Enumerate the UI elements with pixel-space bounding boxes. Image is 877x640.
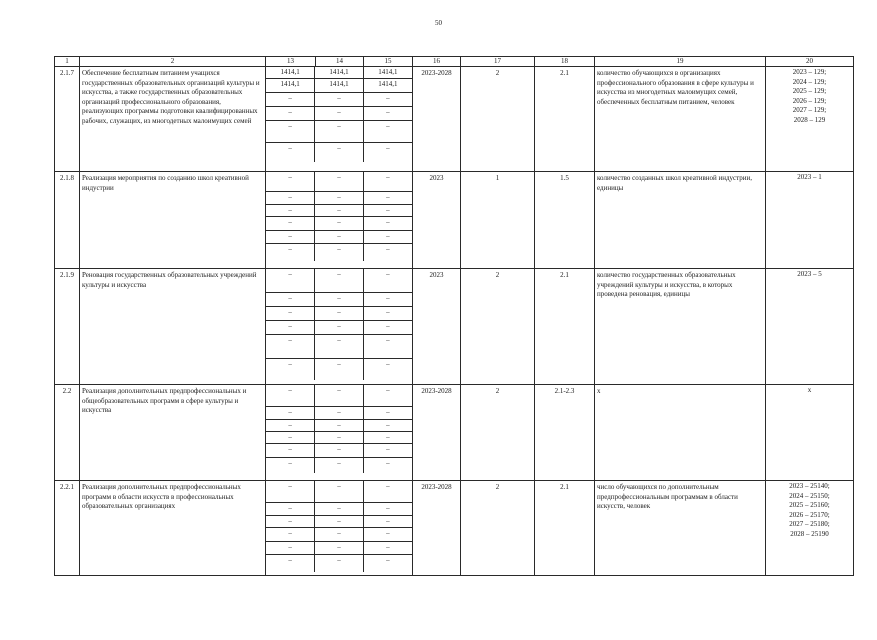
- target-values: [766, 172, 854, 269]
- funding-value: –: [315, 217, 364, 231]
- funding-value: –: [315, 269, 364, 293]
- funding-value: –: [315, 121, 364, 143]
- funding-value: –: [266, 217, 315, 231]
- target-line: 2027 – 129;: [792, 106, 827, 114]
- funding-value: –: [315, 555, 364, 573]
- funding-value: –: [266, 385, 315, 407]
- funding-value: –: [266, 420, 315, 432]
- activity-name: Реализация мероприятия по созданию школ креативной индустрии: [80, 172, 266, 269]
- indicator-text: количество обучающихся в организациях профессионального образования в сфере культуры и искусства из многодетных малоимущих семей, обеспеченных бесплатным питанием, человек: [595, 67, 766, 172]
- funding-value: –: [315, 503, 364, 516]
- funding-value: –: [363, 307, 412, 321]
- column-header: 16: [413, 57, 461, 67]
- funding-subgrid: [266, 172, 413, 269]
- column-17-value: 2: [461, 385, 535, 481]
- target-line: 2024 – 25150;: [789, 491, 830, 500]
- table-row: [55, 385, 854, 481]
- funding-value: –: [266, 307, 315, 321]
- funding-value: 1414,1: [363, 79, 412, 93]
- funding-value: –: [363, 335, 412, 359]
- funding-value: –: [266, 205, 315, 217]
- funding-value: –: [386, 459, 390, 467]
- funding-value: –: [363, 205, 412, 217]
- funding-value: –: [266, 528, 315, 542]
- program-table: [54, 56, 854, 576]
- funding-value: –: [315, 107, 364, 121]
- target-line: 2023 – 129;: [792, 68, 827, 76]
- funding-value: –: [363, 432, 412, 444]
- funding-value: –: [315, 192, 364, 205]
- funding-value: –: [266, 172, 315, 192]
- column-17-value: 1: [461, 172, 535, 269]
- funding-value: –: [266, 192, 315, 205]
- funding-value: –: [315, 244, 364, 262]
- funding-value: –: [266, 93, 315, 107]
- funding-value: –: [386, 245, 390, 253]
- funding-value: –: [363, 420, 412, 432]
- funding-value: 1414,1: [363, 67, 412, 79]
- implementation-period: 2023-2028: [413, 481, 461, 576]
- column-header: 1: [55, 57, 80, 67]
- funding-value: –: [266, 269, 315, 293]
- column-header: 15: [364, 57, 413, 67]
- target-line: 2027 – 25180;: [789, 520, 830, 528]
- column-18-value: 2.1: [535, 481, 595, 576]
- target-line: 2028 – 129: [793, 115, 826, 124]
- indicator-text: количество созданных школ креативной индустрии, единицы: [595, 172, 766, 269]
- funding-value: –: [266, 458, 315, 474]
- funding-value: –: [363, 321, 412, 335]
- row-number: 2.2.1: [55, 481, 80, 576]
- funding-value: –: [315, 359, 364, 381]
- table-row: [55, 481, 854, 576]
- funding-value: –: [363, 481, 412, 503]
- target-line: 2023 – 1: [797, 173, 822, 181]
- funding-value: –: [363, 217, 412, 231]
- funding-subgrid: [266, 269, 413, 385]
- funding-value: –: [363, 107, 412, 121]
- funding-subgrid: [266, 481, 413, 576]
- funding-value: –: [266, 143, 315, 163]
- table-row: [55, 269, 854, 385]
- funding-value: –: [315, 516, 364, 528]
- activity-name: Реализация дополнительных предпрофессиональных программ в области искусств в профессиональных образовательных организациях: [80, 481, 266, 576]
- column-header: 2: [80, 57, 266, 67]
- funding-value: –: [363, 385, 412, 407]
- row-number: 2.1.7: [55, 67, 80, 172]
- target-line: 2023 – 5: [797, 270, 822, 278]
- column-header: 19: [595, 57, 766, 67]
- activity-name: Обеспечение бесплатным питанием учащихся государственных образовательных организаций культуры и искусства, а также государственных образовательных организаций профессионального образования, реализующих программы подготовки квалифицированных рабочих, служащих, из многодетных малоимущих семей: [80, 67, 266, 172]
- funding-value: –: [315, 321, 364, 335]
- funding-value: –: [266, 107, 315, 121]
- funding-value: –: [315, 385, 364, 407]
- funding-value: –: [266, 432, 315, 444]
- table-row: [55, 172, 854, 269]
- funding-value: –: [266, 555, 315, 573]
- funding-value: –: [363, 93, 412, 107]
- funding-subgrid: [266, 67, 413, 172]
- row-number: 2.1.9: [55, 269, 80, 385]
- funding-value: –: [315, 407, 364, 420]
- target-line: 2024 – 129;: [792, 77, 827, 86]
- column-18-value: 1.5: [535, 172, 595, 269]
- funding-value: –: [315, 293, 364, 307]
- activity-name: Реализация дополнительных предпрофессиональных и общеобразовательных программ в сфере культуры и искусства: [80, 385, 266, 481]
- target-values: [766, 385, 854, 481]
- funding-value: –: [363, 407, 412, 420]
- implementation-period: 2023: [413, 269, 461, 385]
- funding-value: –: [386, 360, 390, 368]
- implementation-period: 2023-2028: [413, 385, 461, 481]
- funding-value: –: [315, 231, 364, 244]
- funding-value: –: [363, 121, 412, 143]
- funding-value: 1414,1: [266, 67, 315, 79]
- target-line: 2026 – 129;: [792, 96, 827, 105]
- implementation-period: 2023: [413, 172, 461, 269]
- funding-subgrid: [266, 385, 413, 481]
- indicator-text: х: [595, 385, 766, 481]
- target-line: х: [807, 386, 812, 394]
- funding-value: –: [315, 444, 364, 458]
- target-line: 2028 – 25190: [790, 529, 829, 538]
- column-18-value: 2.1: [535, 67, 595, 172]
- funding-value: –: [386, 144, 390, 152]
- column-17-value: 2: [461, 481, 535, 576]
- funding-value: –: [363, 172, 412, 192]
- funding-value: –: [315, 432, 364, 444]
- funding-value: –: [315, 528, 364, 542]
- funding-value: –: [315, 205, 364, 217]
- funding-value: –: [266, 481, 315, 503]
- funding-value: –: [266, 407, 315, 420]
- table-row: [55, 67, 854, 172]
- column-header: 13: [266, 57, 316, 67]
- target-values: [766, 481, 854, 576]
- funding-value: –: [363, 516, 412, 528]
- indicator-text: число обучающихся по дополнительным предпрофессиональным программам в области искусств, человек: [595, 481, 766, 576]
- funding-value: –: [315, 172, 364, 192]
- funding-value: –: [266, 503, 315, 516]
- funding-value: –: [363, 503, 412, 516]
- funding-value: –: [363, 293, 412, 307]
- column-header: 14: [316, 57, 364, 67]
- column-17-value: 2: [461, 269, 535, 385]
- target-line: 2025 – 25160;: [789, 501, 830, 509]
- target-values: [766, 269, 854, 385]
- funding-value: –: [315, 93, 364, 107]
- funding-value: –: [315, 420, 364, 432]
- funding-value: –: [363, 528, 412, 542]
- funding-value: –: [266, 231, 315, 244]
- target-line: 2023 – 25140;: [789, 482, 830, 490]
- funding-value: –: [363, 269, 412, 293]
- funding-value: –: [363, 542, 412, 555]
- column-18-value: 2.1-2.3: [535, 385, 595, 481]
- funding-value: –: [315, 307, 364, 321]
- target-line: 2025 – 129;: [792, 87, 827, 95]
- row-number: 2.2: [55, 385, 80, 481]
- target-values: [766, 67, 854, 172]
- funding-value: –: [266, 359, 315, 381]
- indicator-text: количество государственных образовательных учреждений культуры и искусства, в которых проведена реновация, единицы: [595, 269, 766, 385]
- funding-value: –: [315, 481, 364, 503]
- implementation-period: 2023-2028: [413, 67, 461, 172]
- funding-value: 1414,1: [315, 79, 364, 93]
- funding-value: –: [266, 516, 315, 528]
- funding-value: –: [266, 121, 315, 143]
- funding-value: –: [266, 244, 315, 262]
- funding-value: –: [266, 335, 315, 359]
- funding-value: –: [266, 321, 315, 335]
- funding-value: –: [315, 542, 364, 555]
- column-header: 20: [766, 57, 854, 67]
- column-header: 18: [535, 57, 595, 67]
- column-17-value: 2: [461, 67, 535, 172]
- funding-value: –: [266, 444, 315, 458]
- funding-value: –: [363, 444, 412, 458]
- column-header: 17: [461, 57, 535, 67]
- activity-name: Реновация государственных образовательных учреждений культуры и искусства: [80, 269, 266, 385]
- page-number: 50: [435, 19, 442, 27]
- funding-value: –: [315, 143, 364, 163]
- funding-value: 1414,1: [266, 79, 315, 93]
- funding-value: 1414,1: [315, 67, 364, 79]
- funding-value: –: [266, 542, 315, 555]
- column-number-row: [55, 57, 854, 67]
- funding-value: –: [266, 293, 315, 307]
- funding-value: –: [315, 458, 364, 474]
- target-line: 2026 – 25170;: [789, 510, 830, 519]
- funding-value: –: [315, 335, 364, 359]
- column-18-value: 2.1: [535, 269, 595, 385]
- funding-value: –: [363, 192, 412, 205]
- funding-value: –: [363, 231, 412, 244]
- row-number: 2.1.8: [55, 172, 80, 269]
- funding-value: –: [386, 556, 390, 564]
